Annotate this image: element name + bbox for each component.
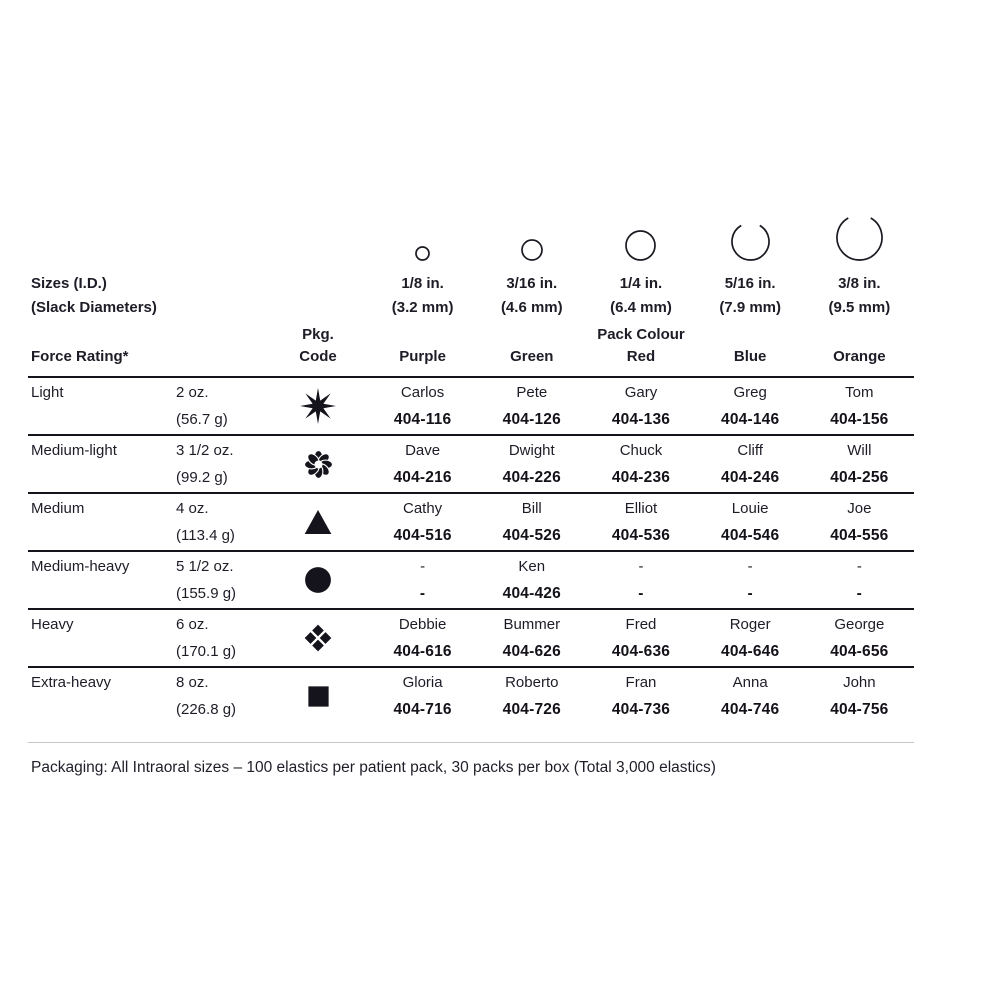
product-cell [477,494,586,550]
table-body [28,376,914,724]
product-name: Debbie [398,616,447,633]
size-column-header [696,272,805,320]
pack-colour-header: Blue [733,348,767,365]
product-name: Tom [845,384,874,401]
product-cell [696,378,805,434]
weight-g: (56.7 g) [176,411,228,428]
product-cell [696,610,805,666]
table-row-heavy [28,610,914,668]
catalog-number: 404-616 [393,643,452,660]
size-inches: 1/8 in. [401,275,444,292]
product-name: Roger [729,616,771,633]
catalog-number: 404-126 [502,411,561,428]
catalog-number: 404-546 [721,527,780,544]
ring-icon-5-16 [696,212,805,262]
product-cell [477,552,586,608]
catalog-number: 404-636 [611,643,671,660]
catalog-number: 404-656 [830,643,889,660]
weight-oz: 6 oz. [176,616,209,633]
force-rating: Medium [31,500,85,517]
size-mm: (4.6 mm) [500,299,563,316]
size-column-header [368,272,477,320]
pack-colour-header [586,324,695,368]
table-row-light [28,378,914,436]
pack-colour-header: Green [510,348,554,365]
sizes-id-line2: (Slack Diameters) [31,299,157,316]
pack-colour-header: Orange [833,348,886,365]
packaging-note: Packaging: All Intraoral sizes – 100 elastics per patient pack, 30 packs per box (Total 3,000 elastics) [31,759,716,776]
product-cell [696,552,805,608]
force-rating-cell [28,610,173,666]
catalog-number: - [419,585,426,602]
force-rating-header: Force Rating* [31,348,129,365]
ring-icon-3-16 [477,212,586,262]
colour-header-row [28,324,914,368]
product-name: Carlos [400,384,445,401]
code-label: Code [299,348,337,365]
catalog-number: 404-136 [611,411,671,428]
weight-g: (155.9 g) [176,585,237,602]
weight-g: (226.8 g) [176,701,237,718]
pack-colour-header: Purple [399,348,446,365]
size-mm: (6.4 mm) [610,299,672,316]
size-mm: (9.5 mm) [828,299,891,316]
product-cell [477,436,586,492]
catalog-number: - [856,585,863,602]
product-cell [477,668,586,724]
product-cell [805,436,914,492]
product-name: Cathy [403,500,443,517]
product-cell [805,378,914,434]
pkg-code-cell [268,668,368,724]
product-name: - [638,558,644,575]
weight-oz: 3 1/2 oz. [176,442,234,459]
spacer [31,696,173,723]
weight-cell [173,668,268,724]
force-rating-cell [28,668,173,724]
table-bottom-rule [28,742,914,743]
table-row-medium-light [28,436,914,494]
product-name: Roberto [505,674,559,691]
weight-cell [173,378,268,434]
product-name: George [834,616,885,633]
spacer [31,580,173,607]
elastic-ring-icon [414,245,431,262]
catalog-number: 404-746 [721,701,780,718]
size-column-header [586,272,695,320]
empty-cell [173,212,268,262]
product-cell [586,668,695,724]
catalog-number: 404-426 [502,585,561,602]
pkg-code-cell [268,610,368,666]
product-cell [586,436,695,492]
triangle-icon [302,506,334,538]
product-name: Anna [732,674,768,691]
pkg-code-cell [268,436,368,492]
catalog-number: 404-726 [502,701,561,718]
table-row-medium [28,494,914,552]
product-name: Cliff [737,442,763,459]
catalog-number: 404-646 [721,643,780,660]
sizes-id-line1: Sizes (I.D.) [31,275,107,292]
square-icon [305,683,332,710]
product-name: Bill [521,500,542,517]
pkg-code-cell [268,552,368,608]
catalog-number: 404-256 [830,469,889,486]
size-inches: 5/16 in. [724,275,776,292]
ring-icon-1-8 [368,212,477,262]
product-cell [696,668,805,724]
force-rating-cell [28,494,173,550]
product-name: Ken [518,558,546,575]
product-cell [696,436,805,492]
product-name: Elliot [624,500,658,517]
product-name: Pete [516,384,548,401]
product-name: Dwight [508,442,555,459]
diamond-cluster-icon [303,623,333,653]
starburst-icon [299,387,337,425]
weight-oz: 4 oz. [176,500,209,517]
elastics-table [28,212,914,777]
catalog-number: 404-716 [393,701,452,718]
size-column-header [477,272,586,320]
product-name: Bummer [503,616,561,633]
spacer [31,638,173,665]
empty-cell [28,212,173,262]
weight-g: (170.1 g) [176,643,237,660]
product-cell [696,494,805,550]
product-name: - [420,558,426,575]
force-rating-cell [28,436,173,492]
product-cell [805,494,914,550]
catalog-number: 404-236 [611,469,671,486]
product-name: John [843,674,876,691]
product-name: Joe [847,500,872,517]
size-column-header [805,272,914,320]
catalog-number: 404-246 [721,469,780,486]
spacer [31,522,173,549]
sizes-id-label [28,272,368,320]
product-cell [805,610,914,666]
elastic-ring-icon [730,221,771,262]
size-inches: 1/4 in. [619,275,663,292]
weight-cell [173,494,268,550]
weight-oz: 2 oz. [176,384,209,401]
weight-cell [173,610,268,666]
product-name: Fred [625,616,657,633]
empty-cell [268,212,368,262]
elastic-ring-icon [835,213,884,262]
product-name: Gloria [402,674,443,691]
ring-icon-1-4 [586,212,695,262]
product-cell [477,610,586,666]
size-inches: 3/16 in. [506,275,558,292]
catalog-number: 404-156 [830,411,889,428]
product-cell [586,610,695,666]
circle-icon [303,565,333,595]
product-cell [586,494,695,550]
product-name: - [856,558,862,575]
product-cell [805,668,914,724]
force-rating: Medium-heavy [31,558,130,575]
catalog-number: 404-516 [393,527,452,544]
product-cell [368,610,477,666]
product-name: Will [847,442,872,459]
elastic-ring-icon [624,229,657,262]
catalog-number: 404-216 [393,469,452,486]
size-mm: (3.2 mm) [391,299,454,316]
product-name: Fran [625,674,657,691]
product-name: Chuck [619,442,663,459]
ring-diagrams-row [28,212,914,262]
product-cell [368,436,477,492]
elastic-ring-icon [520,238,544,262]
catalog-number: 404-226 [502,469,561,486]
size-mm: (7.9 mm) [719,299,781,316]
size-header-row [28,272,914,320]
product-cell [368,378,477,434]
weight-oz: 5 1/2 oz. [176,558,234,575]
weight-g: (99.2 g) [176,469,228,486]
catalog-number: 404-756 [830,701,889,718]
force-rating: Light [31,384,64,401]
table-row-extra-heavy [28,668,914,724]
pack-colour-name: Red [626,348,656,365]
pack-colour-title: Pack Colour [597,326,685,343]
spacer [31,464,173,491]
product-name: - [747,558,753,575]
catalog-number: - [747,585,753,602]
weight-cell [173,436,268,492]
pkg-code-cell [268,494,368,550]
product-name: Greg [733,384,767,401]
catalog-number: 404-526 [502,527,561,544]
product-cell [805,552,914,608]
product-cell [368,494,477,550]
catalog-number: 404-736 [611,701,671,718]
flower-icon [302,448,335,481]
product-cell [368,668,477,724]
product-cell [477,378,586,434]
product-cell [586,378,695,434]
product-name: Gary [624,384,658,401]
size-inches: 3/8 in. [838,275,881,292]
catalog-number: 404-626 [502,643,561,660]
pkg-code-cell [268,378,368,434]
force-rating: Extra-heavy [31,674,112,691]
catalog-number: 404-556 [830,527,889,544]
force-rating-cell [28,552,173,608]
weight-cell [173,552,268,608]
catalog-number: - [638,585,644,602]
product-cell [368,552,477,608]
weight-oz: 8 oz. [176,674,209,691]
spacer [31,406,173,433]
ring-icon-3-8 [805,212,914,262]
table-row-medium-heavy [28,552,914,610]
pkg-label: Pkg. [302,326,334,343]
catalog-number: 404-146 [721,411,780,428]
pkg-code-header [268,324,368,368]
catalog-number: 404-116 [393,411,452,428]
force-rating-cell [28,378,173,434]
catalog-number: 404-536 [611,527,671,544]
product-name: Dave [405,442,441,459]
force-rating: Medium-light [31,442,117,459]
product-cell [586,552,695,608]
force-rating: Heavy [31,616,74,633]
weight-g: (113.4 g) [176,527,235,544]
product-name: Louie [731,500,769,517]
